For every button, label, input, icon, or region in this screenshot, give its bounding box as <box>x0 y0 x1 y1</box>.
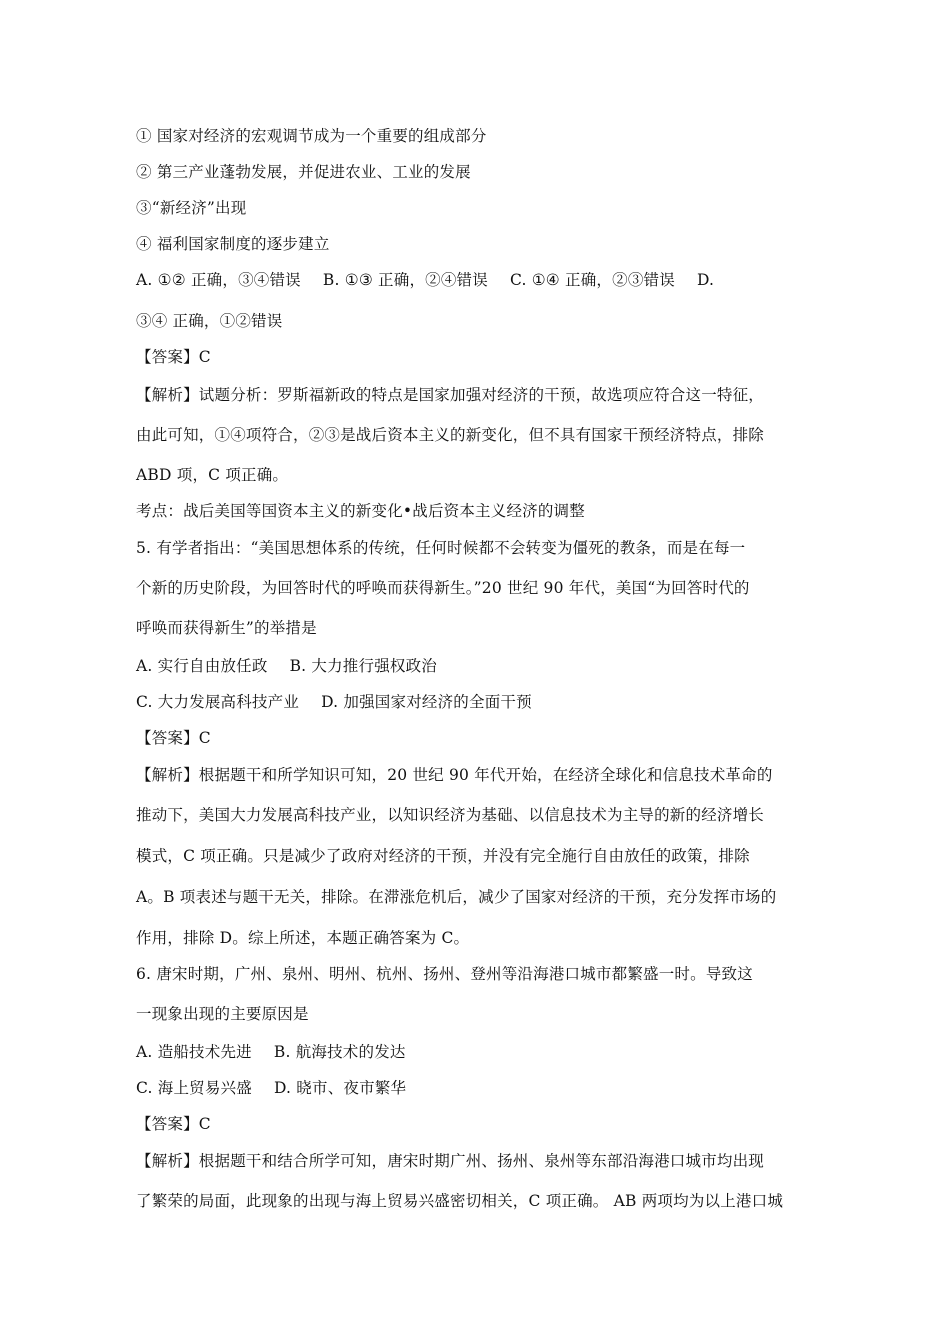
q5-option-a: A. 实行自由放任政 <box>136 657 268 675</box>
q4-option-d: D. <box>696 271 715 289</box>
q4-options-line <box>136 269 826 291</box>
q4-item-3: ③“新经济”出现 <box>136 199 247 217</box>
q6-option-a: A. 造船技术先进 <box>136 1043 252 1061</box>
q5-options-row-1 <box>136 655 826 677</box>
q6-option-c: C. 海上贸易兴盛 <box>136 1079 252 1097</box>
q4-analysis-line-1: 【解析】试题分析：罗斯福新政的特点是国家加强对经济的干预，故选项应符合这一特征， <box>136 386 765 404</box>
q6-answer: 【答案】C <box>136 1115 211 1133</box>
q4-option-b: B. ①③ 正确，②④错误 <box>322 271 488 289</box>
q5-option-c: C. 大力发展高科技产业 <box>136 693 300 711</box>
q4-answer: 【答案】C <box>136 348 211 366</box>
q6-option-d: D. 晓市、夜市繁华 <box>273 1079 407 1097</box>
q5-analysis-line-1: 【解析】根据题干和所学知识可知，20 世纪 90 年代开始，在经济全球化和信息技术革命的 <box>136 766 773 784</box>
q4-option-a: A. ①② 正确，③④错误 <box>136 271 301 289</box>
q4-exam-point: 考点：战后美国等国资本主义的新变化•战后资本主义经济的调整 <box>136 502 585 520</box>
q5-answer: 【答案】C <box>136 729 211 747</box>
q5-analysis-line-4: A。B 项表述与题干无关，排除。在滞涨危机后，减少了国家对经济的干预，充分发挥市场的 <box>136 888 777 906</box>
q5-analysis-line-5: 作用，排除 D。综上所述，本题正确答案为 C。 <box>136 929 470 947</box>
q4-option-c: C. ①④ 正确，②③错误 <box>509 271 675 289</box>
q5-analysis-line-2: 推动下，美国大力发展高科技产业，以知识经济为基础、以信息技术为主导的新的经济增长 <box>136 806 765 824</box>
q5-stem-line-2: 个新的历史阶段，为回答时代的呼唤而获得新生。”20 世纪 90 年代，美国“为回答时代的 <box>136 579 750 597</box>
q6-option-b: B. 航海技术的发达 <box>273 1043 406 1061</box>
q6-options-row-2 <box>136 1077 826 1099</box>
q5-analysis-line-3: 模式，C 项正确。只是减少了政府对经济的干预，并没有完全施行自由放任的政策，排除 <box>136 847 750 865</box>
q6-options-row-1 <box>136 1041 826 1063</box>
q6-stem-line-1: 6. 唐宋时期，广州、泉州、明州、杭州、扬州、登州等沿海港口城市都繁盛一时。导致这 <box>136 965 753 983</box>
q6-analysis-line-1: 【解析】根据题干和结合所学可知，唐宋时期广州、扬州、泉州等东部沿海港口城市均出现 <box>136 1152 765 1170</box>
q5-option-b: B. 大力推行强权政治 <box>289 657 438 675</box>
q4-item-4: ④ 福利国家制度的逐步建立 <box>136 235 330 253</box>
q5-stem-line-3: 呼唤而获得新生”的举措是 <box>136 619 317 637</box>
q5-stem-line-1: 5. 有学者指出：“美国思想体系的传统，任何时候都不会转变为僵死的教条，而是在每一 <box>136 539 746 557</box>
q4-option-d-text: ③④ 正确，①②错误 <box>136 312 283 330</box>
q6-analysis-line-2: 了繁荣的局面，此现象的出现与海上贸易兴盛密切相关，C 项正确。 AB 两项均为以上港口城 <box>136 1192 784 1210</box>
q5-options-row-2 <box>136 691 826 713</box>
q5-option-d: D. 加强国家对经济的全面干预 <box>321 693 532 711</box>
q4-analysis-line-3: ABD 项，C 项正确。 <box>136 466 289 484</box>
q6-stem-line-2: 一现象出现的主要原因是 <box>136 1005 309 1023</box>
q4-item-2: ② 第三产业蓬勃发展，并促进农业、工业的发展 <box>136 163 471 181</box>
q4-analysis-line-2: 由此可知，①④项符合，②③是战后资本主义的新变化，但不具有国家干预经济特点，排除 <box>136 426 765 444</box>
q4-item-1: ① 国家对经济的宏观调节成为一个重要的组成部分 <box>136 127 487 145</box>
